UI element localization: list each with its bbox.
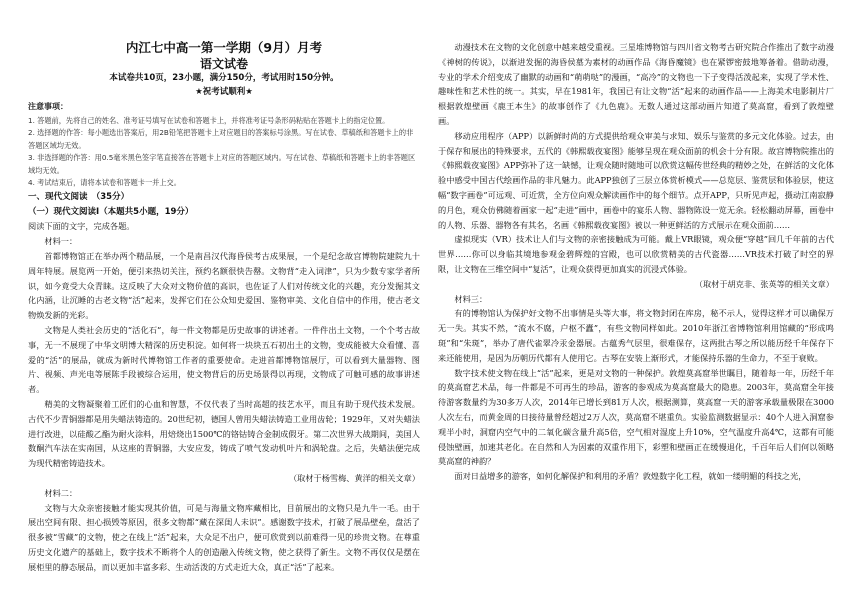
material-label: 材料二：	[44, 487, 78, 498]
left-column	[28, 100, 420, 575]
right-column	[438, 40, 834, 484]
paragraph: 移动应用程序（APP）以新鲜时尚的方式提供给观众审美与求知、娱乐与鉴赏的多元文化体验。过去，由于保存和展出的特殊要求，五代的《韩熙载夜宴图》能够呈现在观众面前的机会十分有限。故宫博物院推出的《韩熙载夜宴图》APP弥补了这一缺憾，让观众随时随地可以欣赏这幅传世经典的精妙之处，在鲜活的文化体验中感受中国古代绘画作品的非凡魅力。此APP独创了三层立体赏析模式——总览层、鉴赏层和体验层，使这幅“数字画卷”可远观、可近赏，全方位向观众解读画作中的每个细节。点开APP，只听见声起，摄动江南寂静的月色，观众仿佛随着画家一起“走进”画中，画卷中的宴乐人物、器物陈设一览无余。轻松翻动屏幕，画卷中的人物、乐器、器物各有其名，名画《韩熙载夜宴图》被以一种更鲜活的方式展示在观众面前……	[438, 130, 834, 230]
exam-info: 本试卷共10页，23小题，满分150分，考试用时150分钟。	[109, 73, 339, 83]
paragraph: 数字技术使文物在线上“活”起来，更是对文物的一种保护。敦煌莫高窟举世瞩目，随着每一年，历经千年的莫高窟艺术品，每一件都是不可再生的珍品，游客的参观成为莫高窟最大的隐患。2003年，莫高窟全年接待游客数量约为30多万人次，2014年已增长到81万人次，根据测算，莫高窟一天的游客承载量极限在3000人次左右，而黄金周的日接待量曾经超过2万人次，莫高窟不堪重负。实验监测数据显示：40个人进入洞窟参观半小时，洞窟内空气中的二氧化碳含量升高5倍，空气相对湿度上升10%，空气温度升高4℃，这都有可能侵蚀壁画，加速其老化。在自然和人为因素的双重作用下，彩塑和壁画正在缓慢退化，千百年后人们何以领略莫高窟的神韵？	[438, 367, 834, 467]
note-item: 4. 考试结束后，请将本试卷和答题卡一并上交。	[28, 178, 181, 188]
note-item: 2. 选择题的作答：每小题选出答案后，用2B铅笔把答题卡上对应题目的答案标号涂黑。写在试卷、草稿纸和答题卡上的非答题区域均无效。	[28, 128, 414, 150]
exam-subtitle: 语文试卷	[199, 57, 248, 71]
paragraph: 面对日益增多的游客，如何化解保护和利用的矛盾？敦煌数字化工程，就如一缕明媚的科技之光，	[454, 471, 807, 482]
paragraph: 文物与大众亲密接触才能实现其价值，可是与海量文物库藏相比，目前展出的文物只是九牛一毛。由于展出空间有限、担心损毁等原因，很多文物都“藏在深闺人未识”。感谢数字技术，打破了展品壁垒，盘活了很多被“雪藏”的文物，使之在线上“活”起来，大众足不出户，便可欣赏到以前难得一见的珍贵文物。在尊重历史文化遗产的基础上，数字技术不断将个人的创造融入传统文物，使之获得了新生。文物不再仅仅是摆在展柜里的静态展品，而以更加丰富多彩、生动活泼的方式走近大众，真正“活”了起来。	[28, 502, 420, 572]
paragraph: 精美的文物凝聚着工匠们的心血和智慧，不仅代表了当时高超的技艺水平，而且有助于现代技术发展。古代不少青铜器都是用失蜡法铸造的。20世纪初，德国人曾用失蜡法铸造工业用齿轮；1929年，又对失蜡法进行改进，以硅酸乙酯为耐火涂料，用焙烧出1500℃的铬钴铸合金制成假牙。第二次世界大战期间，美国人数酮汽车法在实南国，从这座的青铜器，大安应发，铸成了喷气发动机叶片和涡轮盘。之后，失蜡法便完成为现代精密铸造技术。	[28, 398, 420, 469]
exam-wish: ★祝考试顺利★	[195, 87, 253, 97]
source-note: （取材于胡克非、张英等的相关文章）	[694, 278, 834, 289]
note-item: 3. 非选择题的作答：用0.5毫米黑色签字笔直接答在答题卡上对应的答题区域内。写在试卷、草稿纸和答题卡上的非答题区域均无效。	[28, 153, 416, 175]
subsection-heading: （一）现代文阅读Ⅰ（本题共5小题，19分）	[28, 206, 194, 217]
paragraph: 首都博物馆正在举办两个精品展，一个是南昌汉代海昏侯考古成果展，一个是纪念故宫博物院建院九十周年特展。展览两一开始，便引来热切关注，预约名额很快告罄。文物背“走入词津”，只为少数专家学者所识，如今竟受大众青睐。这反映了大众对文物价值的高识，也佐证了人们对传统文化的兴趣，充分发掘其文化内涵，让沉睡的古老文物“活”起来，发挥它们在公众知史爱国、鉴物审美、文化自信中的作用，使古老文物焕发新的光彩。	[28, 250, 420, 321]
notes-title: 注意事项：	[28, 102, 68, 111]
paragraph: 有的博物馆认为保护好文物不出事情是头等大事，将文物封闭在库房，秘不示人，觉得这样才可以确保万无一失。其实不然，“流水不腐，户枢不蠹”，有些文物同样如此。2010年浙江省博物馆利用馆藏的“形成鸣斑”和“朱斑”，举办了唐代雀翠冷汞金器展。古蕴秀气层里，很难保存，这两批古琴之所以能历经千年保存下来还能使用，是因为历朝历代都有人使用它。古琴在安装上渐形式，才能保持乐器的生命力，不至于衰败。	[438, 308, 834, 363]
paragraph: 虚拟现实（VR）技术让人们与文物的亲密接触成为可能。戴上VR眼镜，观众便“穿越”回几千年前的古代世界……你可以身临其境地参观金碧辉煌的宫殿，也可以欣赏精美的古代瓷器……VR技术打破了时空的界限，让文物在三维空间中“复活”，让观众获得更加真实的沉浸式体验。	[438, 234, 834, 274]
instruction: 阅读下面的文字，完成各题。	[28, 221, 135, 232]
material-label: 材料一：	[44, 236, 78, 247]
material-label: 材料三：	[454, 293, 488, 304]
note-item: 1. 答题前，先将自己的姓名、准考证号填写在试卷和答题卡上，并将准考证号条形码粘贴在答题卡上的指定位置。	[28, 115, 390, 125]
section-heading: 一、现代文阅读 （35分）	[28, 191, 130, 202]
source-note: （取材于杨雪梅、黄洋的相关文章）	[288, 472, 420, 483]
exam-header	[28, 40, 420, 99]
exam-title: 内江七中高一第一学期（9月）月考	[125, 40, 323, 55]
paragraph: 文物是人类社会历史的“活化石”，每一件文物都是历史故事的讲述者。一件件出土文物，一个个考古故事，无一不展现了中华文明博大精深的历史积淀。如何将一块块五石初出土的文物，变成能被大众看懂、喜爱的“活”的展品，就成为新时代博物馆工作者的重要使命。走进首都博物馆展厅，可以看到大量器物、图片、视频、声光电等展陈手段被综合运用，使文物背后的历史场景得以再现，文物成了可触可感的故事讲述者。	[28, 324, 420, 395]
paragraph: 动漫技术在文物的文化创意中越来越受重视。三星堆博物馆与四川省文物考古研究院合作推出了数字动漫《神树的传说》，以渐进发掘的海昏侯墓为素材的动画作品《海昏魔镜》也在紧锣密鼓地筹备着。借助动漫，专业的学术介绍变成了幽默的动画和“萌萌哒”的漫画，“高冷”的文物也一下子变得活泼起来，实现了学术性、趣味性和艺术性的统一。其实，早在1981年，我国已有让文物“活”起来的动画作品——上海美术电影制片厂根据敦煌壁画《鹿王本生》的故事创作了《九色鹿》。无数人通过这部动画片知道了莫高窟，看到了敦煌壁画。	[438, 42, 834, 126]
